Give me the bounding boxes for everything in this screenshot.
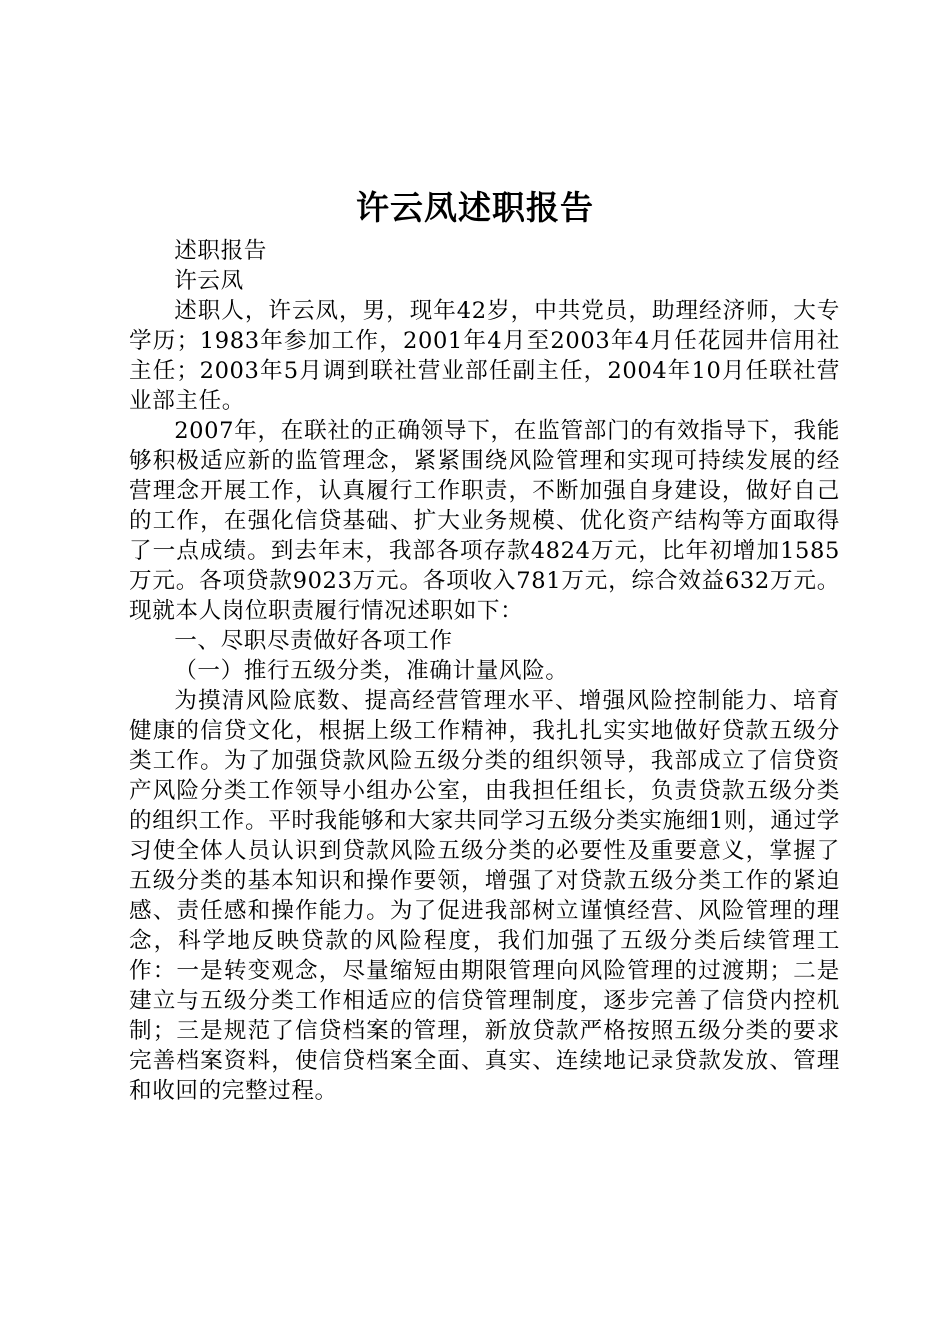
paragraph-summary: 2007年，在联社的正确领导下，在监管部门的有效指导下，我能够积极适应新的监管理念，紧紧围绕风险管理和实现可持续发展的经营理念开展工作，认真履行工作职责，不断加强自身建设，做好自己的工作，在强化信贷基础、扩大业务规模、优化资产结构等方面取得了一点成绩。到去年末，我部各项存款4824万元，比年初增加1585万元。各项贷款9023万元。各项收入781万元，综合效益632万元。现就本人岗位职责履行情况述职如下： bbox=[129, 418, 840, 624]
heading-label: 述职报告 bbox=[174, 238, 267, 264]
paragraph-classification: 为摸清风险底数、提高经营管理水平、增强风险控制能力、培育健康的信贷文化，根据上级工作精神，我扎扎实实地做好贷款五级分类工作。为了加强贷款风险五级分类的组织领导，我部成立了信贷资产风险分类工作领导小组办公室，由我担任组长，负责贷款五级分类的组织工作。平时我能够和大家共同学习五级分类实施细1则，通过学习使全体人员认识到贷款风险五级分类的必要性及重要意义，掌握了五级分类的基本知识和操作要领，增强了对贷款五级分类工作的紧迫感、责任感和操作能力。为了促进我部树立谨慎经营、风险管理的理念，科学地反映贷款的风险程度，我们加强了五级分类后续管理工作：一是转变观念，尽量缩短由期限管理向风险管理的过渡期；二是建立与五级分类工作相适应的信贷管理制度，逐步完善了信贷内控机制；三是规范了信贷档案的管理，新放贷款严格按照五级分类的要求完善档案资料，使信贷档案全面、真实、连续地记录贷款发放、管理和收回的完整过程。 bbox=[129, 688, 840, 1104]
section-heading-1: 一、尽职尽责做好各项工作 bbox=[174, 628, 453, 654]
subsection-heading-1: （一）推行五级分类，准确计量风险。 bbox=[174, 658, 569, 684]
document-title: 许云凤述职报告 bbox=[356, 188, 594, 227]
paragraph-profile: 述职人，许云凤，男，现年42岁，中共党员，助理经济师，大专学历；1983年参加工作，2001年4月至2003年4月任花园井信用社主任；2003年5月调到联社营业部任副主任，2004年10月任联社营业部主任。 bbox=[129, 298, 840, 414]
author-name: 许云凤 bbox=[174, 268, 244, 294]
document-body bbox=[129, 236, 840, 1106]
